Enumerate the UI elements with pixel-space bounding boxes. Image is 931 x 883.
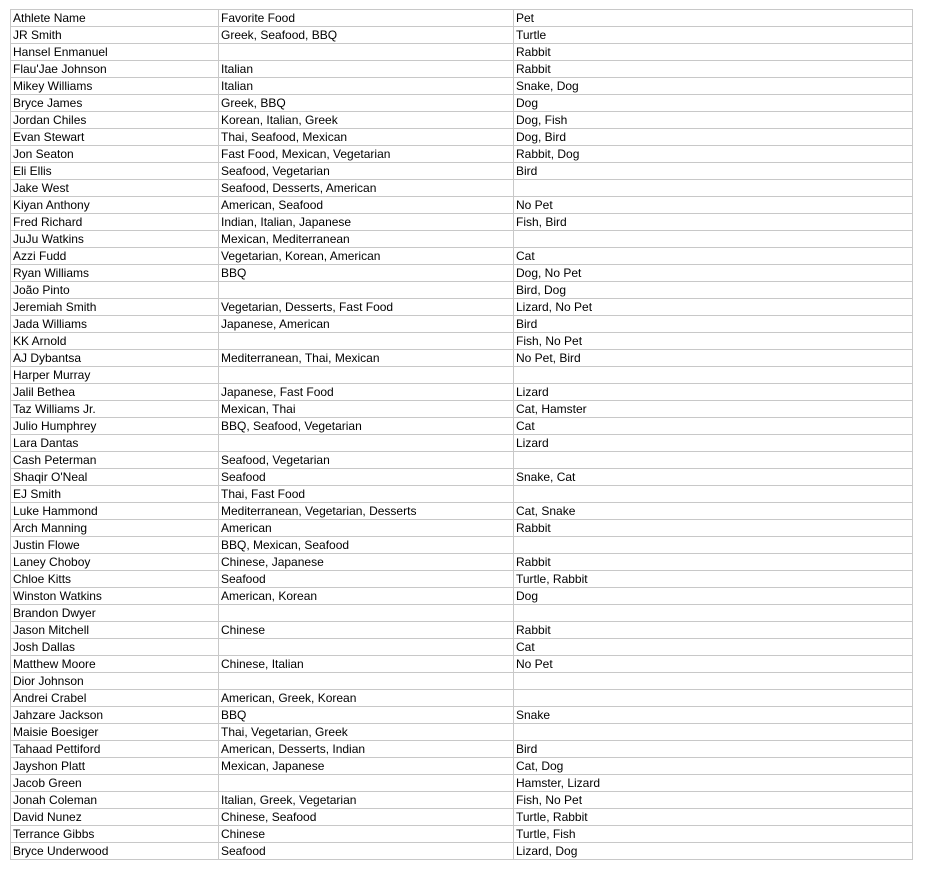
athlete-name-cell[interactable]: Kiyan Anthony (11, 197, 219, 214)
favorite-food-cell[interactable] (219, 435, 514, 452)
favorite-food-cell[interactable]: Mexican, Mediterranean (219, 231, 514, 248)
athlete-name-cell[interactable]: Justin Flowe (11, 537, 219, 554)
favorite-food-cell[interactable]: Seafood (219, 843, 514, 860)
table-row (11, 95, 913, 112)
favorite-food-cell[interactable]: Greek, BBQ (219, 95, 514, 112)
athlete-name-cell[interactable]: Mikey Williams (11, 78, 219, 95)
table-row (11, 163, 913, 180)
pet-cell[interactable] (514, 452, 913, 469)
favorite-food-cell[interactable]: Indian, Italian, Japanese (219, 214, 514, 231)
favorite-food-cell[interactable]: Chinese (219, 622, 514, 639)
athlete-name-cell[interactable]: Laney Choboy (11, 554, 219, 571)
favorite-food-cell[interactable] (219, 333, 514, 350)
athlete-name-cell[interactable]: Arch Manning (11, 520, 219, 537)
athlete-name-cell[interactable]: Hansel Enmanuel (11, 44, 219, 61)
athlete-name-cell[interactable]: Jahzare Jackson (11, 707, 219, 724)
table-row (11, 27, 913, 44)
athlete-name-cell[interactable]: Flau'Jae Johnson (11, 61, 219, 78)
favorite-food-cell[interactable]: Korean, Italian, Greek (219, 112, 514, 129)
pet-cell[interactable]: Fish, Bird (514, 214, 913, 231)
athlete-name-cell[interactable]: AJ Dybantsa (11, 350, 219, 367)
athlete-name-cell[interactable]: Matthew Moore (11, 656, 219, 673)
favorite-food-cell[interactable]: American (219, 520, 514, 537)
favorite-food-cell[interactable] (219, 673, 514, 690)
favorite-food-cell[interactable] (219, 367, 514, 384)
athlete-name-cell[interactable]: Fred Richard (11, 214, 219, 231)
athlete-name-cell[interactable]: Eli Ellis (11, 163, 219, 180)
table-row (11, 639, 913, 656)
athlete-name-cell[interactable]: Jason Mitchell (11, 622, 219, 639)
favorite-food-cell[interactable] (219, 605, 514, 622)
table-row (11, 588, 913, 605)
pet-cell[interactable]: Cat (514, 248, 913, 265)
pet-cell[interactable]: Rabbit (514, 61, 913, 78)
table-row (11, 554, 913, 571)
pet-cell[interactable]: No Pet (514, 656, 913, 673)
table-row (11, 316, 913, 333)
pet-cell[interactable]: Turtle, Fish (514, 826, 913, 843)
athlete-name-cell[interactable]: Maisie Boesiger (11, 724, 219, 741)
athlete-name-cell[interactable]: EJ Smith (11, 486, 219, 503)
athlete-name-cell[interactable]: David Nunez (11, 809, 219, 826)
athlete-name-cell[interactable]: Dior Johnson (11, 673, 219, 690)
table-row (11, 520, 913, 537)
athlete-name-cell[interactable]: Jalil Bethea (11, 384, 219, 401)
favorite-food-cell[interactable]: Seafood (219, 469, 514, 486)
pet-cell[interactable]: Lizard (514, 435, 913, 452)
table-row (11, 265, 913, 282)
athlete-name-cell[interactable]: Shaqir O'Neal (11, 469, 219, 486)
table-row (11, 843, 913, 860)
favorite-food-cell[interactable]: Italian, Greek, Vegetarian (219, 792, 514, 809)
favorite-food-cell[interactable]: Chinese, Japanese (219, 554, 514, 571)
pet-cell[interactable] (514, 724, 913, 741)
table-row (11, 605, 913, 622)
favorite-food-cell[interactable]: BBQ, Mexican, Seafood (219, 537, 514, 554)
athlete-name-cell[interactable]: Jeremiah Smith (11, 299, 219, 316)
table-row (11, 248, 913, 265)
pet-cell[interactable]: Dog (514, 588, 913, 605)
table-row (11, 299, 913, 316)
pet-cell[interactable] (514, 605, 913, 622)
pet-cell[interactable] (514, 231, 913, 248)
favorite-food-cell[interactable]: BBQ (219, 265, 514, 282)
pet-cell[interactable]: Dog (514, 95, 913, 112)
table-body (11, 10, 913, 860)
pet-cell[interactable]: Cat, Snake (514, 503, 913, 520)
header-cell-pet[interactable]: Pet (514, 10, 913, 27)
table-row (11, 707, 913, 724)
table-row (11, 350, 913, 367)
athlete-name-cell[interactable]: Bryce James (11, 95, 219, 112)
pet-cell[interactable]: Rabbit (514, 554, 913, 571)
pet-cell[interactable]: Cat, Dog (514, 758, 913, 775)
pet-cell[interactable]: Turtle, Rabbit (514, 571, 913, 588)
favorite-food-cell[interactable]: BBQ (219, 707, 514, 724)
athlete-name-cell[interactable]: Andrei Crabel (11, 690, 219, 707)
favorite-food-cell[interactable]: Seafood, Vegetarian (219, 452, 514, 469)
athlete-name-cell[interactable]: JR Smith (11, 27, 219, 44)
athlete-name-cell[interactable]: Josh Dallas (11, 639, 219, 656)
favorite-food-cell[interactable]: Seafood (219, 571, 514, 588)
athlete-name-cell[interactable]: JuJu Watkins (11, 231, 219, 248)
pet-cell[interactable] (514, 537, 913, 554)
table-row (11, 537, 913, 554)
table-row (11, 61, 913, 78)
favorite-food-cell[interactable] (219, 44, 514, 61)
pet-cell[interactable]: Snake, Cat (514, 469, 913, 486)
pet-cell[interactable]: Rabbit (514, 44, 913, 61)
table-row (11, 452, 913, 469)
table-row (11, 758, 913, 775)
table-row (11, 826, 913, 843)
favorite-food-cell[interactable]: Japanese, American (219, 316, 514, 333)
athlete-name-cell[interactable]: Evan Stewart (11, 129, 219, 146)
pet-cell[interactable] (514, 673, 913, 690)
favorite-food-cell[interactable]: Fast Food, Mexican, Vegetarian (219, 146, 514, 163)
table-row (11, 333, 913, 350)
favorite-food-cell[interactable] (219, 282, 514, 299)
pet-cell[interactable]: Turtle (514, 27, 913, 44)
pet-cell[interactable]: Turtle, Rabbit (514, 809, 913, 826)
pet-cell[interactable]: Cat (514, 639, 913, 656)
table-row (11, 809, 913, 826)
favorite-food-cell[interactable]: American, Seafood (219, 197, 514, 214)
pet-cell[interactable]: Hamster, Lizard (514, 775, 913, 792)
table-row (11, 180, 913, 197)
pet-cell[interactable]: Fish, No Pet (514, 792, 913, 809)
athlete-name-cell[interactable]: Jordan Chiles (11, 112, 219, 129)
table-row (11, 129, 913, 146)
favorite-food-cell[interactable]: American, Greek, Korean (219, 690, 514, 707)
favorite-food-cell[interactable]: Italian (219, 78, 514, 95)
table-row (11, 622, 913, 639)
athlete-name-cell[interactable]: Jacob Green (11, 775, 219, 792)
table-row (11, 112, 913, 129)
pet-cell[interactable]: Rabbit (514, 622, 913, 639)
pet-cell[interactable]: Dog, No Pet (514, 265, 913, 282)
athlete-name-cell[interactable]: Jon Seaton (11, 146, 219, 163)
table-row (11, 775, 913, 792)
table-row (11, 724, 913, 741)
athlete-name-cell[interactable]: Luke Hammond (11, 503, 219, 520)
table-row (11, 690, 913, 707)
athlete-name-cell[interactable]: Bryce Underwood (11, 843, 219, 860)
athlete-name-cell[interactable]: Chloe Kitts (11, 571, 219, 588)
favorite-food-cell[interactable]: Vegetarian, Korean, American (219, 248, 514, 265)
table-row (11, 367, 913, 384)
pet-cell[interactable]: No Pet, Bird (514, 350, 913, 367)
pet-cell[interactable]: Lizard, Dog (514, 843, 913, 860)
table-row (11, 282, 913, 299)
pet-cell[interactable] (514, 180, 913, 197)
pet-cell[interactable]: No Pet (514, 197, 913, 214)
athlete-name-cell[interactable]: Winston Watkins (11, 588, 219, 605)
favorite-food-cell[interactable] (219, 775, 514, 792)
favorite-food-cell[interactable]: Mexican, Thai (219, 401, 514, 418)
favorite-food-cell[interactable]: Chinese, Italian (219, 656, 514, 673)
favorite-food-cell[interactable]: American, Korean (219, 588, 514, 605)
table-row (11, 486, 913, 503)
athlete-name-cell[interactable]: Taz Williams Jr. (11, 401, 219, 418)
athlete-name-cell[interactable]: Jada Williams (11, 316, 219, 333)
favorite-food-cell[interactable]: American, Desserts, Indian (219, 741, 514, 758)
header-cell-athlete-name[interactable]: Athlete Name (11, 10, 219, 27)
pet-cell[interactable]: Fish, No Pet (514, 333, 913, 350)
pet-cell[interactable]: Rabbit (514, 520, 913, 537)
favorite-food-cell[interactable]: Japanese, Fast Food (219, 384, 514, 401)
favorite-food-cell[interactable]: Seafood, Desserts, American (219, 180, 514, 197)
favorite-food-cell[interactable] (219, 639, 514, 656)
favorite-food-cell[interactable]: Mediterranean, Thai, Mexican (219, 350, 514, 367)
favorite-food-cell[interactable]: Mediterranean, Vegetarian, Desserts (219, 503, 514, 520)
pet-cell[interactable]: Dog, Fish (514, 112, 913, 129)
table-row (11, 197, 913, 214)
table-row (11, 656, 913, 673)
table-row (11, 673, 913, 690)
athlete-name-cell[interactable]: Jayshon Platt (11, 758, 219, 775)
athlete-name-cell[interactable]: Jake West (11, 180, 219, 197)
favorite-food-cell[interactable]: Chinese (219, 826, 514, 843)
athlete-name-cell[interactable]: João Pinto (11, 282, 219, 299)
header-cell-favorite-food[interactable]: Favorite Food (219, 10, 514, 27)
athlete-name-cell[interactable]: Lara Dantas (11, 435, 219, 452)
favorite-food-cell[interactable]: BBQ, Seafood, Vegetarian (219, 418, 514, 435)
athlete-name-cell[interactable]: Cash Peterman (11, 452, 219, 469)
pet-cell[interactable]: Snake, Dog (514, 78, 913, 95)
athlete-name-cell[interactable]: Harper Murray (11, 367, 219, 384)
pet-cell[interactable]: Cat, Hamster (514, 401, 913, 418)
pet-cell[interactable]: Bird (514, 741, 913, 758)
table-row (11, 792, 913, 809)
athlete-name-cell[interactable]: Jonah Coleman (11, 792, 219, 809)
favorite-food-cell[interactable]: Thai, Fast Food (219, 486, 514, 503)
table-row (11, 469, 913, 486)
pet-cell[interactable]: Lizard, No Pet (514, 299, 913, 316)
favorite-food-cell[interactable]: Chinese, Seafood (219, 809, 514, 826)
athlete-name-cell[interactable]: Ryan Williams (11, 265, 219, 282)
table-row (11, 418, 913, 435)
favorite-food-cell[interactable]: Thai, Vegetarian, Greek (219, 724, 514, 741)
table-row (11, 571, 913, 588)
pet-cell[interactable] (514, 486, 913, 503)
table-row (11, 44, 913, 61)
athlete-table (10, 9, 913, 860)
athlete-name-cell[interactable]: Terrance Gibbs (11, 826, 219, 843)
table-row (11, 231, 913, 248)
table-row (11, 214, 913, 231)
table-row (11, 503, 913, 520)
pet-cell[interactable] (514, 690, 913, 707)
pet-cell[interactable]: Cat (514, 418, 913, 435)
table-row (11, 741, 913, 758)
pet-cell[interactable]: Lizard (514, 384, 913, 401)
athlete-name-cell[interactable]: KK Arnold (11, 333, 219, 350)
table-row (11, 78, 913, 95)
athlete-name-cell[interactable]: Brandon Dwyer (11, 605, 219, 622)
table-row (11, 401, 913, 418)
pet-cell[interactable]: Rabbit, Dog (514, 146, 913, 163)
table-row (11, 435, 913, 452)
favorite-food-cell[interactable]: Thai, Seafood, Mexican (219, 129, 514, 146)
table-row (11, 384, 913, 401)
favorite-food-cell[interactable]: Vegetarian, Desserts, Fast Food (219, 299, 514, 316)
pet-cell[interactable]: Dog, Bird (514, 129, 913, 146)
table-row (11, 146, 913, 163)
pet-cell[interactable]: Snake (514, 707, 913, 724)
pet-cell[interactable]: Bird, Dog (514, 282, 913, 299)
athlete-name-cell[interactable]: Julio Humphrey (11, 418, 219, 435)
favorite-food-cell[interactable]: Italian (219, 61, 514, 78)
favorite-food-cell[interactable]: Greek, Seafood, BBQ (219, 27, 514, 44)
header-row (11, 10, 913, 27)
athlete-name-cell[interactable]: Tahaad Pettiford (11, 741, 219, 758)
pet-cell[interactable] (514, 367, 913, 384)
favorite-food-cell[interactable]: Mexican, Japanese (219, 758, 514, 775)
favorite-food-cell[interactable]: Seafood, Vegetarian (219, 163, 514, 180)
athlete-name-cell[interactable]: Azzi Fudd (11, 248, 219, 265)
pet-cell[interactable]: Bird (514, 316, 913, 333)
pet-cell[interactable]: Bird (514, 163, 913, 180)
